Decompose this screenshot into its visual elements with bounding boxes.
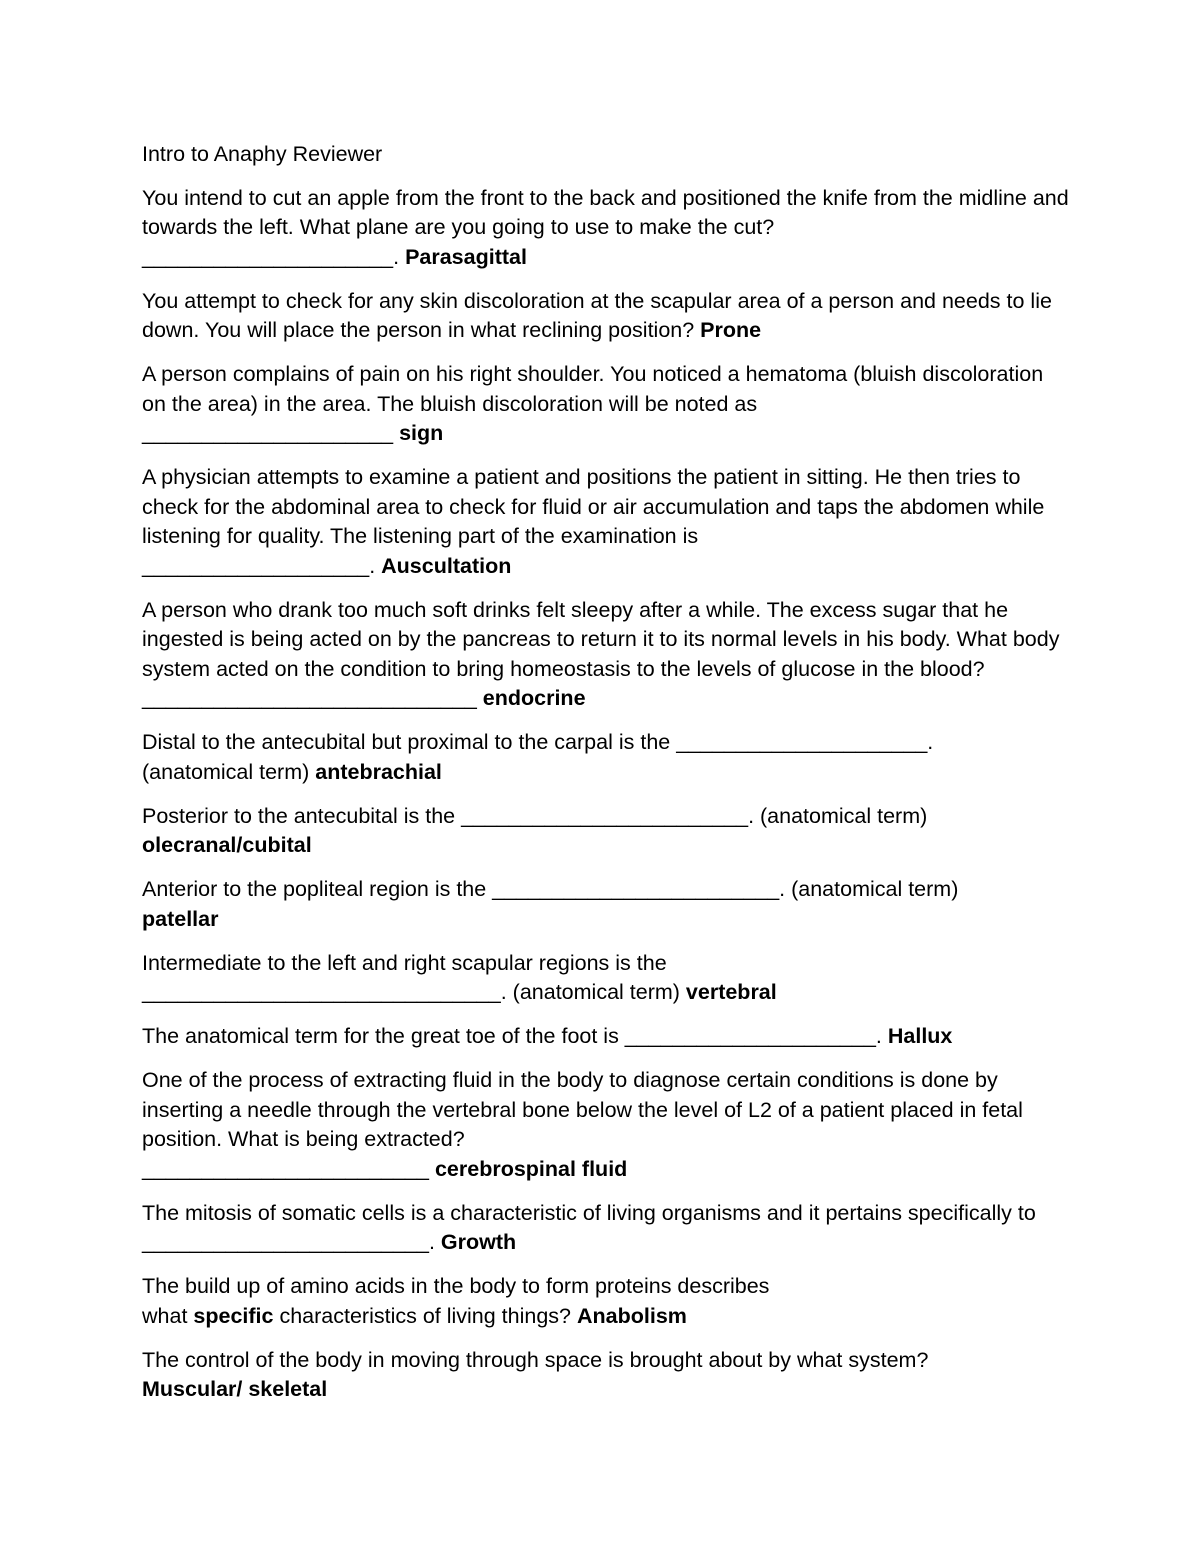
answer-text: vertebral: [685, 980, 777, 1004]
answer-text: sign: [399, 421, 444, 445]
question-text: One of the process of extracting fluid in the body to diagnose certain conditions is done by inserting a needle through the vertebral bone below the level of L2 of a patient placed in fetal position. What is being extracted?: [142, 1068, 1023, 1151]
question-item: [142, 184, 1072, 273]
answer-text: endocrine: [482, 686, 586, 710]
answer-text: patellar: [142, 906, 219, 931]
document-title: Intro to Anaphy Reviewer: [142, 142, 383, 166]
question-text: A person who drank too much soft drinks felt sleepy after a while. The excess sugar that he ingested is being acted on by the pancreas to return it to its normal levels in his body. What body system acted on the condition to bring homeostasis to the levels of glucose in the blood? ____________________________: [142, 597, 1060, 710]
question-text: Distal to the antecubital but proximal to the carpal is the _____________________.: [142, 730, 934, 754]
question-item: [142, 949, 1072, 1008]
answer-text: specific: [193, 1303, 274, 1328]
question-text: The anatomical term for the great toe of the foot is _____________________.: [142, 1024, 888, 1048]
answer-text: Anabolism: [577, 1303, 687, 1328]
answer-text: Prone: [700, 318, 762, 342]
question-item: [142, 1272, 1072, 1331]
question-text: _____________________: [142, 421, 400, 445]
question-item: [142, 728, 1072, 787]
question-text: A person complains of pain on his right shoulder. You noticed a hematoma (bluish discoloration on the area) in the area. The bluish discoloration will be noted as: [142, 362, 1044, 416]
question-text: You intend to cut an apple from the front to the back and positioned the knife from the midline and towards the left. What plane are you going to use to make the cut?: [142, 185, 1069, 239]
question-item: [142, 596, 1072, 714]
question-text: (anatomical term): [142, 759, 316, 784]
question-text: You attempt to check for any skin discoloration at the scapular area of a person and needs to lie down. You will place the person in what reclining position?: [142, 288, 1052, 342]
question-item: [142, 360, 1072, 449]
question-text: what: [142, 1303, 194, 1328]
answer-text: Parasagittal: [405, 244, 527, 269]
question-text: The control of the body in moving through space is brought about by what system?: [142, 1347, 929, 1372]
question-text: Anterior to the popliteal region is the ________________________. (anatomical term): [142, 877, 959, 901]
answer-text: Hallux: [887, 1024, 953, 1048]
question-item: [142, 1066, 1072, 1184]
question-text: The mitosis of somatic cells is a characteristic of living organisms and it pertains specifically to ________________________.: [142, 1200, 1036, 1254]
question-item: [142, 802, 1072, 861]
question-text: A physician attempts to examine a patient and positions the patient in sitting. He then tries to check for the abdominal area to check for fluid or air accumulation and taps the abdomen while listening for quality. The listening part of the examination is: [142, 465, 1045, 548]
question-text: _____________________.: [142, 244, 406, 269]
question-text: ___________________.: [142, 553, 382, 578]
answer-text: antebrachial: [315, 759, 442, 784]
question-text: ________________________: [142, 1156, 435, 1181]
question-text: Posterior to the antecubital is the ________________________. (anatomical term): [142, 803, 928, 828]
question-item: [142, 1199, 1072, 1258]
question-item: [142, 1022, 1072, 1052]
answer-text: Growth: [440, 1230, 517, 1254]
question-item: [142, 287, 1072, 346]
answer-text: Muscular/ skeletal: [142, 1377, 328, 1401]
question-text: characteristics of living things?: [273, 1303, 577, 1328]
question-text: Intermediate to the left and right scapular regions is the: [142, 950, 667, 975]
answer-text: Auscultation: [381, 553, 512, 578]
question-text: ______________________________. (anatomical term): [142, 980, 686, 1004]
question-text: The build up of amino acids in the body to form proteins describes: [142, 1274, 770, 1298]
document-page: [142, 140, 1072, 1419]
question-item: [142, 875, 1072, 934]
answer-text: olecranal/cubital: [142, 833, 312, 857]
question-list: [142, 184, 1072, 1405]
question-item: [142, 463, 1072, 581]
answer-text: cerebrospinal fluid: [434, 1156, 628, 1181]
question-item: [142, 1346, 1072, 1405]
